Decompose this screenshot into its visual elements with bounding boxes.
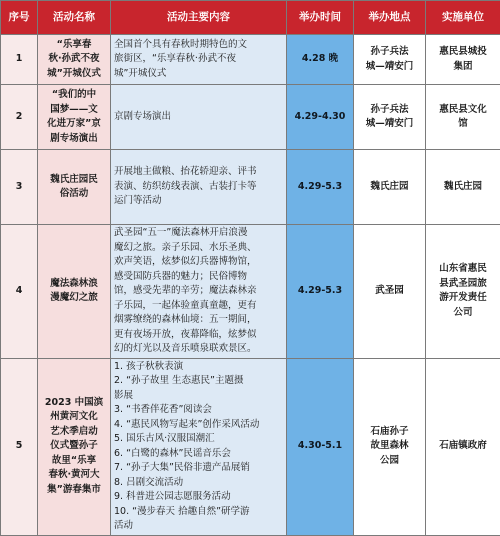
cell-name-line: 城”开城仪式 — [41, 67, 107, 82]
cell-org — [426, 150, 500, 225]
cell-name-line: “乐享春 — [41, 38, 107, 53]
header-cell-content: 活动主要内容 — [111, 1, 287, 35]
cell-content-line: 城”开城仪式 — [114, 67, 283, 82]
cell-content — [111, 35, 287, 85]
cell-org-line: 游开发责任 — [429, 291, 497, 306]
cell-org-line: 县武圣园旅 — [429, 277, 497, 292]
cell-org — [426, 35, 500, 85]
cell-location-line: 武圣园 — [357, 284, 422, 299]
cell-no — [1, 225, 38, 359]
cell-location — [354, 35, 426, 85]
cell-no-text: 5 — [16, 440, 23, 451]
cell-name-line: 故里“乐享 — [41, 454, 107, 469]
cell-name-line: 国梦——文 — [41, 103, 107, 118]
cell-org-line: 馆 — [429, 117, 497, 132]
cell-content-line: 1. 孩子秋秋表演 — [114, 360, 283, 375]
cell-name-line: 2023 中国滨 — [41, 396, 107, 411]
cell-location — [354, 358, 426, 535]
cell-location-line: 石庙孙子 — [357, 425, 422, 440]
cell-name-line: 魔法森林浪 — [41, 277, 107, 292]
cell-name — [38, 225, 111, 359]
table-row — [1, 150, 500, 225]
cell-content-line: 欢声笑语，炫梦似幻兵器博物馆， — [114, 255, 283, 270]
table-body — [1, 35, 500, 536]
cell-content — [111, 85, 287, 150]
cell-name-line: 魏氏庄园民 — [41, 173, 107, 188]
cell-name-line: “我们的中 — [41, 88, 107, 103]
cell-org-line: 惠民县文化 — [429, 103, 497, 118]
cell-org — [426, 358, 500, 535]
cell-content-line: 魔幻之旅。亲子乐园、水乐圣典、 — [114, 241, 283, 256]
cell-no — [1, 85, 38, 150]
cell-org — [426, 225, 500, 359]
cell-name-line: 化进万家”京 — [41, 117, 107, 132]
cell-name-line: 剧专场演出 — [41, 132, 107, 147]
cell-content-line: 馆，感受先辈的辛劳；魔法森林亲 — [114, 284, 283, 299]
cell-time — [287, 150, 354, 225]
cell-name-line: 州黄河文化 — [41, 410, 107, 425]
cell-time — [287, 85, 354, 150]
table-row — [1, 225, 500, 359]
cell-time-text: 4.28 晚 — [302, 53, 338, 64]
cell-content-line: 烟雾缭绕的森林仙境：五一期间， — [114, 313, 283, 328]
cell-name — [38, 358, 111, 535]
cell-content-line: 10. “漫步春天 拾趣自然”研学游 — [114, 505, 283, 520]
cell-content-line: 2. “孙子故里 生态惠民”主题摄 — [114, 374, 283, 389]
cell-time-text: 4.29-5.3 — [298, 181, 342, 192]
cell-location-line: 孙子兵法 — [357, 45, 422, 60]
cell-location-line: 孙子兵法 — [357, 103, 422, 118]
cell-no — [1, 150, 38, 225]
cell-time-text: 4.29-5.3 — [298, 285, 342, 296]
header-cell-no: 序号 — [1, 1, 38, 35]
header-cell-name: 活动名称 — [38, 1, 111, 35]
header-cell-location: 举办地点 — [354, 1, 426, 35]
cell-org-line: 集团 — [429, 60, 497, 75]
cell-content-line: 幻的灯光以及音乐喷泉联欢景区。 — [114, 342, 283, 357]
cell-content-line: 开展地主做粮、抬花轿迎亲、评书 — [114, 165, 283, 180]
cell-content-line: 7. “孙子大集”民俗非遗产品展销 — [114, 461, 283, 476]
cell-content — [111, 225, 287, 359]
cell-content-line: 3. “书香伴花香”阅读会 — [114, 403, 283, 418]
cell-location — [354, 225, 426, 359]
cell-no — [1, 358, 38, 535]
cell-content-line: 运门等活动 — [114, 194, 283, 209]
cell-org-line: 惠民县城投 — [429, 45, 497, 60]
cell-content-line: 京剧专场演出 — [114, 110, 283, 125]
cell-no-text: 3 — [16, 181, 23, 192]
cell-org-line: 山东省惠民 — [429, 262, 497, 277]
cell-name — [38, 85, 111, 150]
cell-content — [111, 358, 287, 535]
cell-name-line: 仪式暨孙子 — [41, 439, 107, 454]
table-row — [1, 85, 500, 150]
cell-content-line: 4. “惠民风物写起来”创作采风活动 — [114, 418, 283, 433]
cell-content-line: 9. 科普进公园志愿服务活动 — [114, 490, 283, 505]
cell-location-line: 城—靖安门 — [357, 117, 422, 132]
cell-org — [426, 85, 500, 150]
cell-location-line: 公园 — [357, 454, 422, 469]
cell-time-text: 4.30-5.1 — [298, 440, 342, 451]
cell-time — [287, 358, 354, 535]
cell-content-line: 全国首个具有春秋时期特色的文 — [114, 38, 283, 53]
cell-content-line: 武圣园“五一”魔法森林开启浪漫 — [114, 226, 283, 241]
cell-location — [354, 150, 426, 225]
header-row — [1, 1, 500, 35]
cell-content-line: 影展 — [114, 389, 283, 404]
cell-name — [38, 150, 111, 225]
header-cell-time: 举办时间 — [287, 1, 354, 35]
cell-content-line: 更有夜场开放，夜幕降临，炫梦似 — [114, 328, 283, 343]
cell-time — [287, 35, 354, 85]
cell-org-line: 魏氏庄园 — [429, 180, 497, 195]
cell-no-text: 4 — [16, 285, 23, 296]
cell-content-line: 5. 国乐古风·汉服国潮汇 — [114, 432, 283, 447]
cell-location-line: 故里森林 — [357, 439, 422, 454]
cell-time — [287, 225, 354, 359]
cell-name — [38, 35, 111, 85]
cell-content-line: 8. 吕剧交流活动 — [114, 476, 283, 491]
cell-org-line: 公司 — [429, 306, 497, 321]
cell-location — [354, 85, 426, 150]
cell-no-text: 1 — [16, 53, 23, 64]
cell-name-line: 春秋·黄河大 — [41, 468, 107, 483]
cell-name-line: 俗活动 — [41, 187, 107, 202]
table-row — [1, 358, 500, 535]
table-row — [1, 35, 500, 85]
cell-org-line: 石庙镇政府 — [429, 439, 497, 454]
cell-name-line: 秋·孙武不夜 — [41, 52, 107, 67]
cell-no — [1, 35, 38, 85]
header-cell-org: 实施单位 — [426, 1, 500, 35]
cell-location-line: 城—靖安门 — [357, 60, 422, 75]
cell-name-line: 漫魔幻之旅 — [41, 291, 107, 306]
cell-location-line: 魏氏庄园 — [357, 180, 422, 195]
cell-time-text: 4.29-4.30 — [295, 111, 346, 122]
cell-content-line: 感受国防兵器的魅力；民俗博物 — [114, 270, 283, 285]
cell-content-line: 6. “白鹭的森林”民谣音乐会 — [114, 447, 283, 462]
cell-name-line: 艺术季启动 — [41, 425, 107, 440]
cell-content-line: 表演、纺织纺线表演、古装打卡等 — [114, 180, 283, 195]
cell-content-line: 子乐园，一起体验童真童趣，更有 — [114, 299, 283, 314]
cell-content-line: 活动 — [114, 519, 283, 534]
cell-content — [111, 150, 287, 225]
cell-no-text: 2 — [16, 111, 23, 122]
cell-content-line: 旅街区，“乐享春秋·孙武不夜 — [114, 52, 283, 67]
cell-name-line: 集”游春集市 — [41, 483, 107, 498]
